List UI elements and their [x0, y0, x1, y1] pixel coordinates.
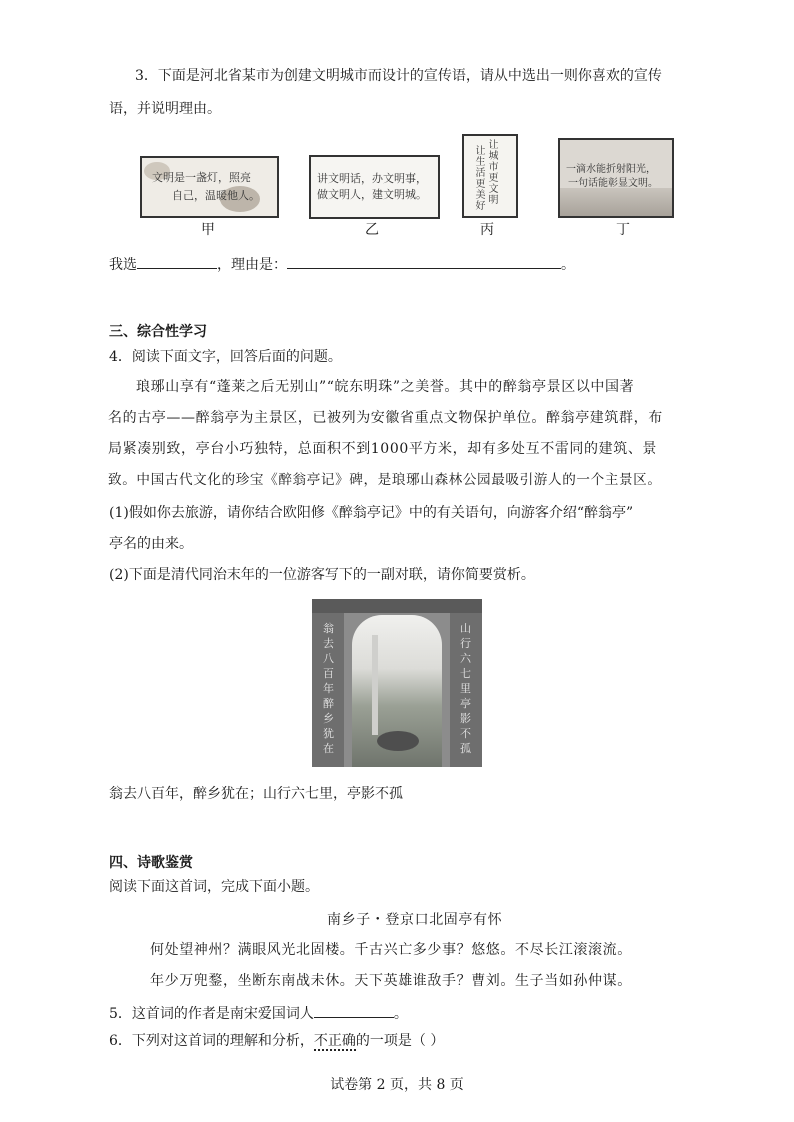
page-footer: 试卷第 2 页，共 8 页 [330, 1077, 464, 1093]
q5-end: 。 [393, 1006, 408, 1022]
slogan-jia-image [140, 156, 279, 218]
slogan-jia-line1: 文明是一盏灯，照亮 [152, 171, 251, 184]
q5-text: 5．这首词的作者是南宋爱国词人 [109, 1006, 314, 1022]
city-skyline-decoration [560, 188, 672, 216]
passage-line: 琅琊山享有“蓬莱之后无别山”“皖东明珠”之美誉。其中的醉翁亭景区以中国著 [136, 379, 635, 395]
slogan-bing-label: 丙 [480, 222, 494, 238]
answer-end: 。 [561, 257, 575, 273]
slogan-ding-label: 丁 [616, 222, 630, 238]
door-lintel [312, 599, 482, 613]
q4-sub1-line2: 亭名的由来。 [109, 536, 193, 552]
couplet-caption: 翁去八百年，醉乡犹在；山行六七里，亭影不孤 [109, 786, 403, 802]
q3-line1: 3．下面是河北省某市为创建文明城市而设计的宣传语，请从中选出一则你喜欢的宣传 [135, 68, 662, 84]
slogan-ding-line1: 一滴水能折射阳光， [566, 164, 656, 175]
reason-blank[interactable] [287, 254, 561, 269]
choice-blank[interactable] [137, 254, 217, 269]
passage-line: 致。中国古代文化的珍宝《醉翁亭记》碑，是琅琊山森林公园最吸引游人的一个主景区。 [108, 472, 662, 488]
couplet-left-scroll: 翁去八百年醉乡犹在 [323, 622, 334, 755]
q5 [109, 1003, 408, 1024]
q4-intro: 4．阅读下面文字，回答后面的问题。 [109, 349, 342, 365]
slogan-jia-line2: 自己，温暖他人。 [172, 189, 260, 202]
slogan-yi-label: 乙 [365, 222, 379, 238]
slogan-bing-col2: 让生活更美好 [475, 146, 486, 212]
tree-trunk [372, 635, 378, 735]
section3-heading: 三、综合性学习 [109, 324, 207, 340]
passage-line: 名的古亭——醉翁亭为主景区，已被列为安徽省重点文物保护单位。醉翁亭建筑群，布 [108, 410, 663, 426]
couplet-right-scroll: 山行六七里亭影不孤 [460, 622, 471, 755]
poem-title: 南乡子・登京口北固亭有怀 [327, 912, 503, 928]
q6 [109, 1031, 444, 1051]
slogan-jia-label: 甲 [201, 222, 215, 238]
slogan-yi-image [309, 155, 440, 219]
poem-line: 年少万兜鍪，坐断东南战未休。天下英雄谁敌手？曹刘。生子当如孙仲谋。 [150, 973, 632, 989]
q3-answer-line [109, 254, 575, 275]
stone-tablet [377, 731, 419, 751]
section4-intro: 阅读下面这首词，完成下面小题。 [109, 879, 319, 895]
section4-heading: 四、诗歌鉴赏 [109, 855, 193, 871]
q3-line2: 语，并说明理由。 [109, 101, 221, 117]
q6-end: 的一项是（ ） [355, 1033, 445, 1049]
slogan-ding-line2: 一句话能彰显文明。 [568, 178, 658, 189]
q6-emphasis: 不正确 [313, 1033, 356, 1049]
slogan-yi-line1: 讲文明话，办文明事， [317, 172, 427, 185]
passage-line: 局紧凑别致，亭台小巧独特，总面积不到1000平方米，却有多处互不雷同的建筑、景 [108, 441, 658, 457]
slogan-bing-image [462, 134, 518, 218]
author-blank[interactable] [314, 1003, 394, 1018]
q4-sub2: (2)下面是清代同治末年的一位游客写下的一副对联，请你简要赏析。 [109, 567, 535, 583]
slogan-ding-image [558, 138, 674, 218]
answer-prefix: 我选 [109, 257, 137, 273]
poem-line: 何处望神州？满眼风光北固楼。千古兴亡多少事？悠悠。不尽长江滚滚流。 [150, 942, 632, 958]
slogan-bing-col1: 让城市更文明 [488, 140, 499, 206]
q6-text: 6．下列对这首词的理解和分析， [109, 1033, 314, 1049]
answer-mid: ，理由是： [217, 257, 287, 273]
couplet-photo [312, 599, 482, 767]
slogan-yi-line2: 做文明人，建文明城。 [317, 188, 427, 201]
q4-sub1-line1: (1)假如你去旅游，请你结合欧阳修《醉翁亭记》中的有关语句，向游客介绍“醉翁亭” [109, 505, 634, 521]
